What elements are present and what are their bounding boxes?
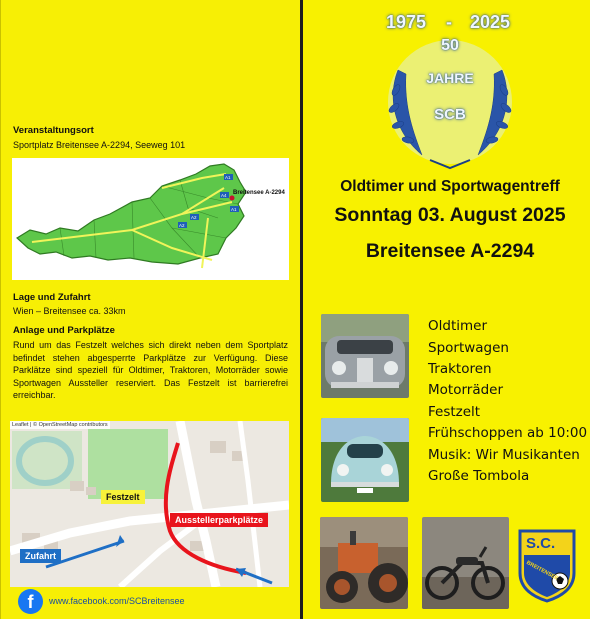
site-map[interactable] <box>10 421 289 587</box>
venue-text: Sportplatz Breitensee A-2294, Seeweg 101 <box>13 140 186 150</box>
feature-item: Frühschoppen ab 10:00 <box>428 425 588 441</box>
motorcycle-photo <box>422 517 509 609</box>
logo-dash: - <box>446 12 452 32</box>
club-badge <box>516 527 578 603</box>
svg-text:A1: A1 <box>225 175 231 180</box>
badge-abbr: S.C. <box>526 535 556 552</box>
venue-heading: Veranstaltungsort <box>13 125 94 136</box>
event-date: Sonntag 03. August 2025 <box>334 204 566 226</box>
feature-item: Große Tombola <box>428 468 530 484</box>
oldtimer-car-photo <box>321 314 409 398</box>
event-location: Breitensee A-2294 <box>365 240 535 262</box>
map-attribution[interactable]: Leaflet | © OpenStreetMap contributors <box>12 422 108 428</box>
logo-year-start: 1975 <box>386 12 427 32</box>
breitensee-map-label: Breitensee A-2294 <box>233 190 285 196</box>
location-heading: Lage und Zufahrt <box>13 292 91 303</box>
zufahrt-label: Zufahrt <box>20 549 61 563</box>
feature-item: Musik: Wir Musikanten <box>428 447 580 463</box>
feature-item: Motorräder <box>428 382 504 398</box>
svg-text:A2: A2 <box>179 223 185 228</box>
logo-number: 50 <box>441 37 459 54</box>
laurel-wreath-icon <box>370 10 530 175</box>
event-title: Oldtimer und Sportwagentreff <box>340 178 560 195</box>
svg-text:A4: A4 <box>221 193 227 198</box>
facebook-link[interactable]: www.facebook.com/SCBreitensee <box>49 596 185 606</box>
location-text: Wien – Breitensee ca. 33km <box>13 306 126 316</box>
logo-club: SCB <box>434 106 466 123</box>
badge-town: BREITENSEE <box>525 560 560 582</box>
feature-item: Festzelt <box>428 404 481 420</box>
feature-item: Traktoren <box>428 361 492 377</box>
breitensee-marker <box>230 196 235 201</box>
anniversary-logo <box>370 10 530 175</box>
austria-map-svg <box>12 158 289 280</box>
parking-heading: Anlage und Parkplätze <box>13 325 115 336</box>
logo-year-end: 2025 <box>470 12 511 32</box>
parking-text: Rund um das Festzelt welches sich direkt neben dem Sportplatz befindet stehen abgesperrte Parkplätze zur Verfügung. Diese Parklätze sind speziell für Oldtimer, Traktoren, Motorräder sowie Sportwagen Aussteller reserviert. Das Festzelt ist barrierefrei erreichbar. <box>13 340 288 400</box>
page-edge <box>0 0 1 619</box>
svg-text:A2: A2 <box>191 215 197 220</box>
feature-item: Sportwagen <box>428 340 509 356</box>
svg-text:A1: A1 <box>231 207 237 212</box>
tractor-photo <box>320 517 408 609</box>
austria-map <box>12 158 289 280</box>
facebook-icon[interactable]: f <box>18 589 43 614</box>
aussteller-parking-label: Ausstellerparkplätze <box>170 513 268 527</box>
beetle-car-photo <box>321 418 409 502</box>
feature-item: Oldtimer <box>428 318 487 334</box>
festzelt-label: Festzelt <box>101 490 145 504</box>
logo-word: JAHRE <box>426 70 474 86</box>
